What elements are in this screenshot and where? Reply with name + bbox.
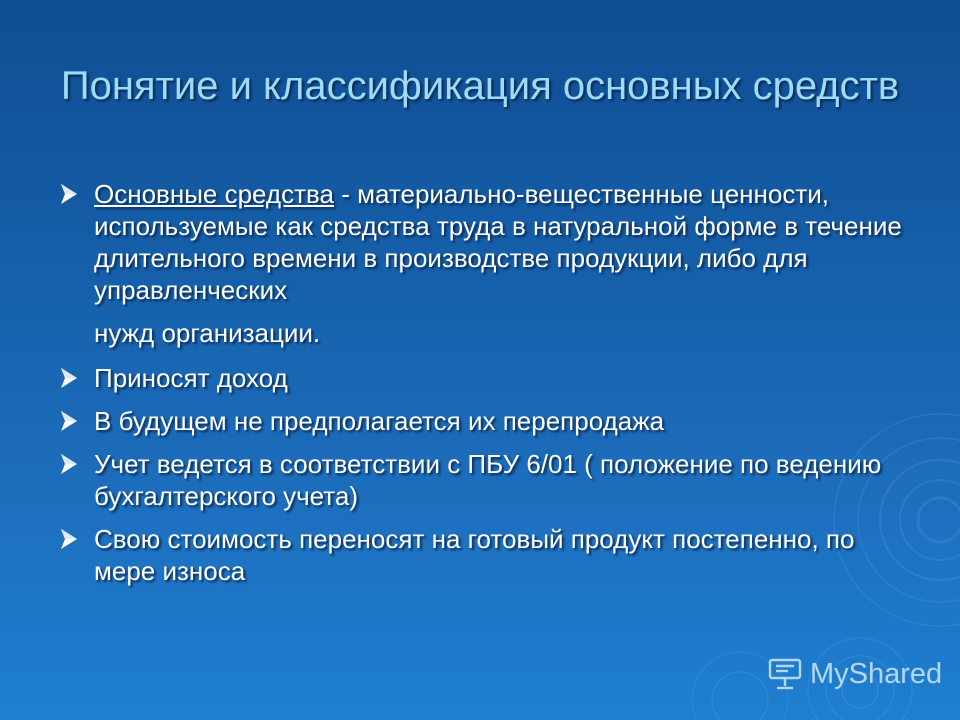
- definition-text: - материально-вещественные ценности, используемые как средства труда в натуральной форме в течение длительного времени в производстве продукции, либо для управленческих: [94, 179, 902, 305]
- list-item: [58, 405, 918, 437]
- list-item-text: Учет ведется в соответствии с ПБУ 6/01 ( положение по ведению бухгалтерского учета): [94, 449, 882, 511]
- slide-title: Понятие и классификация основных средств: [60, 63, 900, 108]
- myshared-watermark: [766, 654, 942, 694]
- list-item-text: Приносят доход: [94, 363, 288, 393]
- term-underlined: Основные средства: [94, 179, 334, 209]
- definition-last-line: нужд организации.: [94, 318, 321, 348]
- list-item-text: В будущем не предполагается их перепродажа: [94, 406, 665, 436]
- presentation-board-icon: [766, 656, 804, 692]
- list-item: [58, 523, 918, 587]
- watermark-text: MyShared: [810, 657, 943, 690]
- list-item-text: Свою стоимость переносят на готовый продукт постепенно, по мере износа: [94, 524, 855, 586]
- list-item: [58, 178, 918, 349]
- bullet-list: [58, 178, 918, 598]
- arrow-bullet-icon: [58, 364, 80, 392]
- arrow-bullet-icon: [58, 180, 80, 208]
- arrow-bullet-icon: [58, 407, 80, 435]
- arrow-bullet-icon: [58, 450, 80, 478]
- list-item: [58, 448, 918, 512]
- arrow-bullet-icon: [58, 525, 80, 553]
- list-item: [58, 362, 918, 394]
